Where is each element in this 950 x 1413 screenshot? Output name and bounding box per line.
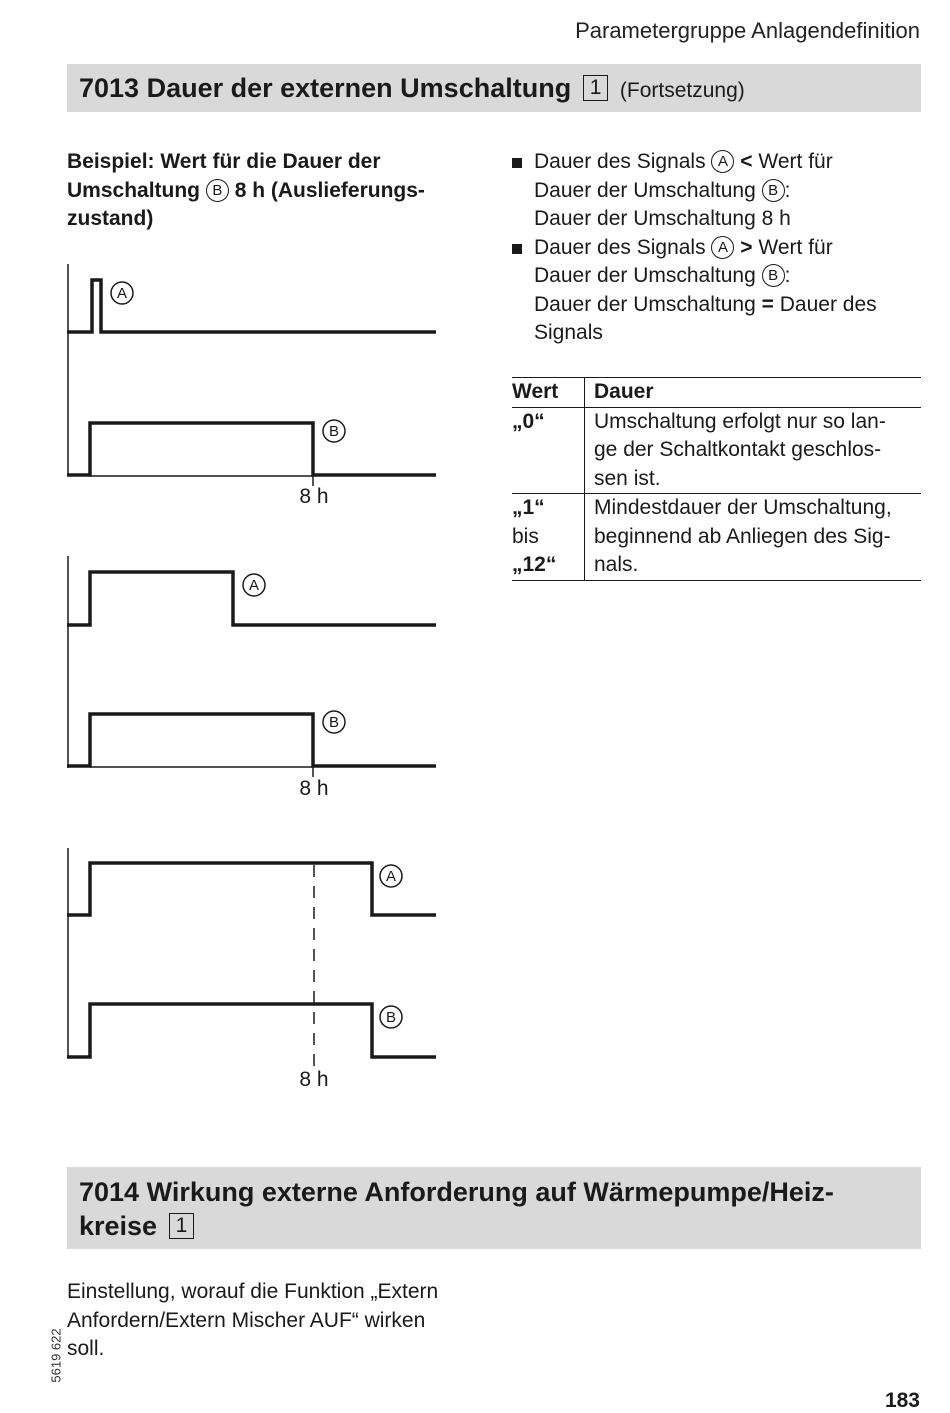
cell-line: „12“ <box>512 553 557 576</box>
bullet-text: : <box>784 264 791 287</box>
diagram-label-a: A <box>385 868 397 885</box>
diagram-label-a: A <box>116 285 128 302</box>
example-line: zustand) <box>67 207 154 230</box>
signal-b-waveform <box>67 423 436 475</box>
bullet-text: : <box>784 178 791 202</box>
cell-line: ge der Schaltkontakt geschlos- <box>594 438 882 461</box>
time-label-8h: 8 h <box>299 485 329 508</box>
bullet-text: Dauer des Signals <box>534 235 706 259</box>
bullet-text: Wert für <box>758 235 833 259</box>
body-line: soll. <box>67 1337 105 1360</box>
circle-label-b: B <box>762 264 785 287</box>
column-header-wert: Wert <box>512 378 585 408</box>
cell-line: beginnend ab Anliegen des Sig- <box>594 524 891 548</box>
cell-line: „1“ <box>512 496 545 519</box>
access-level-box: 1 <box>583 75 609 101</box>
bullet-text: Dauer der Umschaltung <box>534 292 756 316</box>
bullet-text: Dauer des Signals <box>534 150 706 173</box>
section-title: 7013 Dauer der externen Umschaltung <box>79 73 572 103</box>
cell-line: bis <box>512 524 539 548</box>
access-level-box: 1 <box>169 1213 195 1239</box>
column-header-dauer: Dauer <box>594 380 654 403</box>
body-line: Einstellung, worauf die Funktion „Extern <box>67 1280 439 1303</box>
cell-line: nals. <box>594 553 639 576</box>
cell-line: „0“ <box>512 409 545 433</box>
continuation-note: (Fortsetzung) <box>619 79 745 102</box>
cell-line: Mindestdauer der Umschaltung, <box>594 496 892 519</box>
operator: < <box>740 150 753 173</box>
circle-label-b: B <box>206 179 229 202</box>
body-paragraph <box>67 1278 497 1364</box>
time-label-8h: 8 h <box>299 1068 329 1091</box>
circle-label-b: B <box>762 179 785 202</box>
example-text: 8 h (Auslieferungs- <box>234 178 425 202</box>
bullet-text: Dauer der Umschaltung <box>534 178 756 202</box>
example-line: Beispiel: Wert für die Dauer der <box>67 150 381 173</box>
timing-diagram-3 <box>67 848 436 1068</box>
bullet-text: Dauer des <box>779 292 877 316</box>
document-code: 5619 622 <box>48 1328 64 1383</box>
bullet-text: Dauer der Umschaltung <box>534 264 756 287</box>
circle-label-a: A <box>711 236 734 259</box>
page-number: 183 <box>884 1389 920 1412</box>
circle-label-a: A <box>711 150 734 173</box>
bullet-text: Wert für <box>758 150 833 173</box>
section-title-line <box>79 1209 909 1243</box>
example-text: Umschaltung <box>67 178 201 202</box>
section-heading-7014 <box>67 1167 921 1249</box>
section-title-line: 7014 Wirkung externe Anforderung auf Wärmepumpe/Heiz- <box>79 1177 834 1207</box>
running-header: Parametergruppe Anlagendefinition <box>575 18 920 43</box>
operator: = <box>761 292 774 316</box>
operator: > <box>740 235 753 259</box>
bullet-text: Dauer der Umschaltung 8 h <box>534 207 791 230</box>
signal-b-waveform <box>67 714 436 766</box>
diagram-label-b: B <box>328 714 340 731</box>
diagram-label-b: B <box>385 1009 397 1026</box>
section-title-text: kreise <box>79 1211 158 1241</box>
diagram-label-b: B <box>328 423 340 440</box>
cell-line: Umschaltung erfolgt nur so lan- <box>594 409 886 433</box>
cell-line: sen ist. <box>594 466 661 490</box>
time-label-8h: 8 h <box>299 777 329 800</box>
bullet-text: Signals <box>534 321 603 344</box>
body-line: Anfordern/Extern Mischer AUF“ wirken <box>67 1308 426 1332</box>
diagram-label-a: A <box>248 577 260 594</box>
